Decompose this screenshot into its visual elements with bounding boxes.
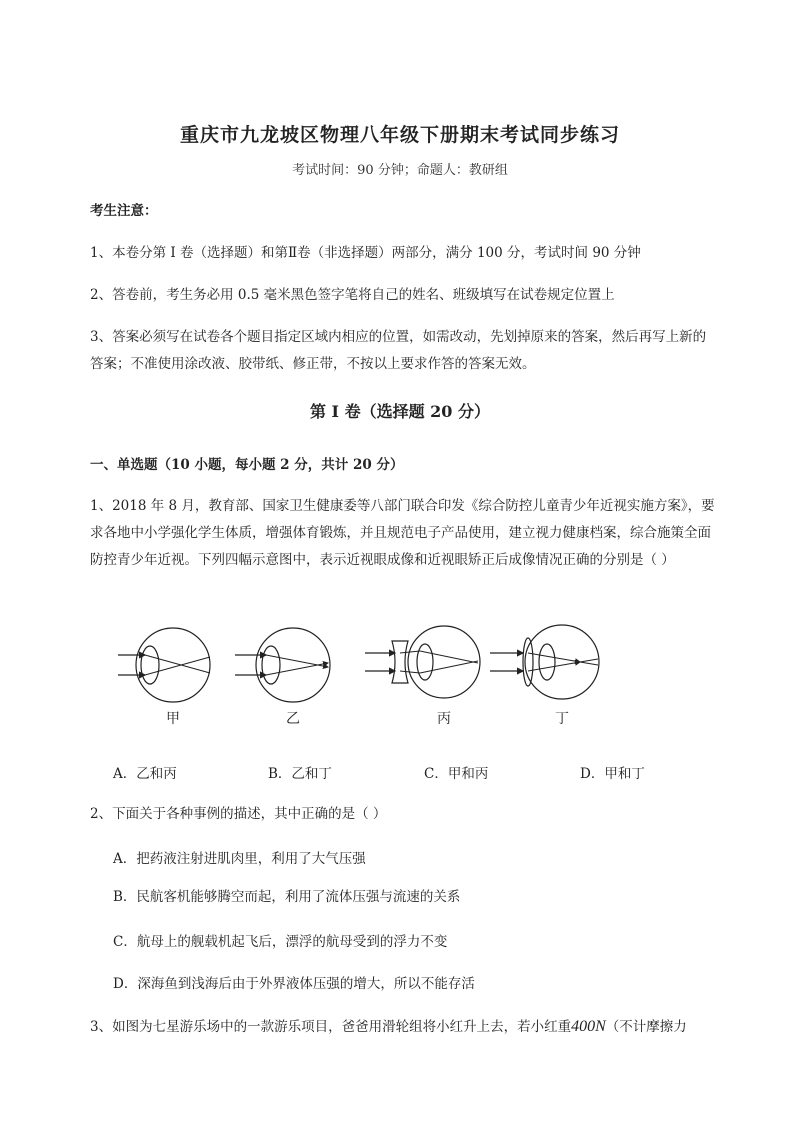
- exam-info: 考试时间：90 分钟；命题人：教研组: [292, 163, 508, 178]
- eye-diagram-yi: [235, 628, 330, 727]
- part-heading: 一、单选题（10 小题，每小题 2 分，共计 20 分）: [90, 457, 404, 473]
- eye-diagram-jia: [118, 628, 210, 727]
- q3-stem-part1: 3、如图为七星游乐场中的一款游乐项目，爸爸用滑轮组将小红升上去，若小红重: [90, 1019, 572, 1035]
- q2-option-c[interactable]: C．航母上的舰载机起飞后，漂浮的航母受到的浮力不变: [113, 934, 448, 950]
- figure-label-bing: 丙: [437, 711, 451, 727]
- question-1-stem: 1、2018 年 8 月，教育部、国家卫生健康委等八部门联合印发《综合防控儿童青少年近视实施方案》，要求各地中小学强化学生体质，增强体育锻炼，并且规范电子产品使用，建立视力健康档案，综合施策全面防控青少年近视。下列四幅示意图中，表示近视眼成像和近视眼矫正后成像情况正确的分别是（ ）: [90, 498, 715, 568]
- q1-option-a[interactable]: A．乙和丙: [113, 766, 177, 782]
- q1-option-c[interactable]: C．甲和丙: [424, 766, 489, 782]
- question-3-stem: [90, 1013, 760, 1041]
- q2-option-b[interactable]: B．民航客机能够腾空而起，利用了流体压强与流速的关系: [113, 889, 461, 905]
- q2-option-d[interactable]: D．深海鱼到浅海后由于外界液体压强的增大，所以不能存活: [113, 976, 475, 992]
- section-title: 第 I 卷（选择题 20 分）: [309, 402, 491, 421]
- figure-label-ding: 丁: [555, 711, 569, 727]
- figure-label-jia: 甲: [166, 711, 180, 727]
- eye-diagram-ding: [490, 625, 599, 727]
- eye-diagrams-figure: [110, 615, 630, 730]
- notice-item-1: 1、本卷分第 I 卷（选择题）和第Ⅱ卷（非选择题）两部分，满分 100 分，考试时间 90 分钟: [90, 245, 641, 261]
- eye-diagram-bing: [365, 626, 480, 727]
- question-2-stem: 2、下面关于各种事例的描述，其中正确的是（ ）: [90, 806, 387, 822]
- q2-option-a[interactable]: A．把药液注射进肌肉里，利用了大气压强: [113, 851, 366, 867]
- q1-option-d[interactable]: D．甲和丁: [580, 766, 645, 782]
- notice-item-3: 3、答案必须写在试卷各个题目指定区域内相应的位置，如需改动，先划掉原来的答案，然后再写上新的答案；不准使用涂改液、胶带纸、修正带，不按以上要求作答的答案无效。: [90, 329, 707, 372]
- notice-item-2: 2、答卷前，考生务必用 0.5 毫米黑色签字笔将自己的姓名、班级填写在试卷规定位置上: [90, 287, 615, 303]
- q3-stem-part2: （不计摩擦力: [605, 1019, 687, 1035]
- notice-heading: 考生注意：: [90, 203, 158, 219]
- q1-option-b[interactable]: B．乙和丁: [268, 766, 332, 782]
- q3-weight-value: 400N: [571, 1018, 606, 1035]
- figure-label-yi: 乙: [286, 711, 300, 727]
- page-title: 重庆市九龙坡区物理八年级下册期末考试同步练习: [179, 124, 620, 146]
